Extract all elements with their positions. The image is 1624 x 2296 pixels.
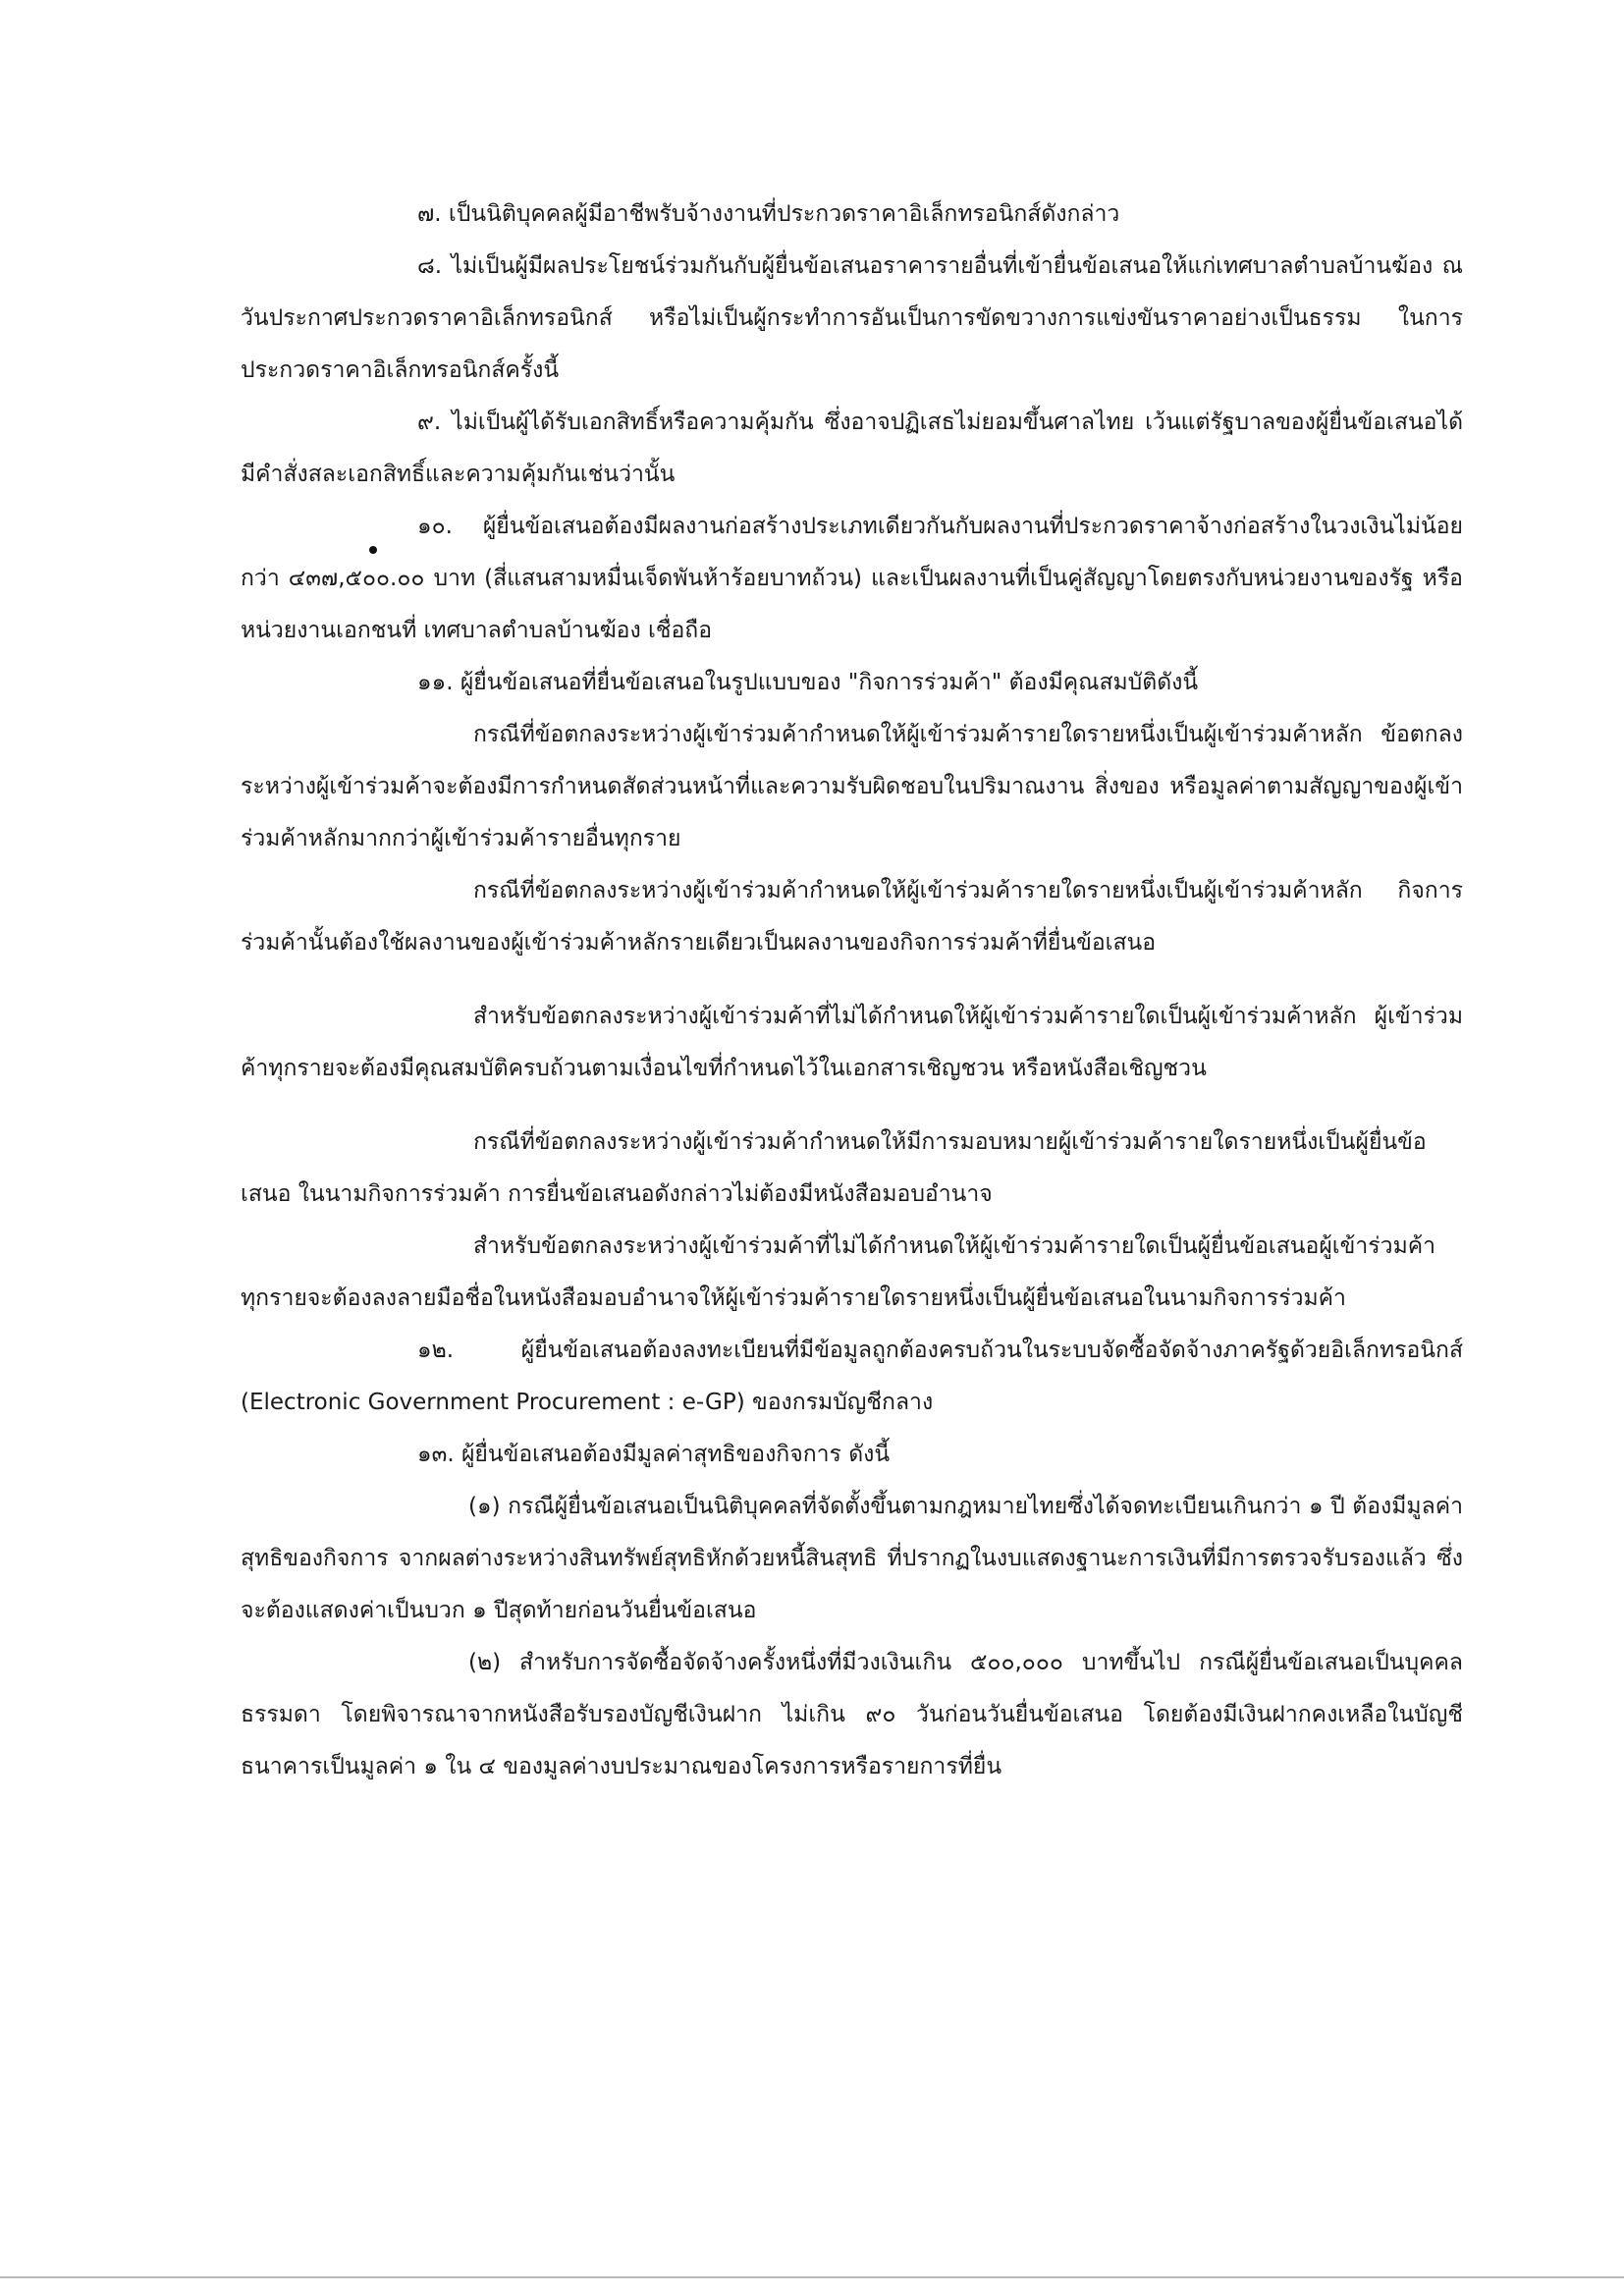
bullet-mark — [369, 546, 377, 554]
clause-8: ๘. ไม่เป็นผู้มีผลประโยชน์ร่วมกันกับผู้ยื่นข้อเสนอราคารายอื่นที่เข้ายื่นข้อเสนอให้แก่เทศบาลตำบลบ้านฆ้อง ณ วันประกาศประกวดราคาอิเล็กทรอนิกส์ หรือไม่เป็นผู้กระทำการอันเป็นการขัดขวางการแข่งขันราคาอย่างเป็นธรรม ในการประกวดราคาอิเล็กทรอนิกส์ครั้งนี้ — [241, 253, 1463, 383]
clause-13-1: (๑) กรณีผู้ยื่นข้อเสนอเป็นนิติบุคคลที่จัดตั้งขึ้นตามกฎหมายไทยซึ่งได้จดทะเบียนเกินกว่า ๑ ปี ต้องมีมูลค่าสุทธิของกิจการ จากผลต่างระหว่างสินทรัพย์สุทธิหักด้วยหนี้สินสุทธิ ที่ปรากฏในงบแสดงฐานะการเงินที่มีการตรวจรับรองแล้ว ซึ่งจะต้องแสดงค่าเป็นบวก ๑ ปีสุดท้ายก่อนวันยื่นข้อเสนอ — [241, 1494, 1463, 1623]
clause-11: ๑๑. ผู้ยื่นข้อเสนอที่ยื่นข้อเสนอในรูปแบบของ "กิจการร่วมค้า" ต้องมีคุณสมบัติดังนี้ — [417, 670, 1199, 695]
scan-edge-line — [0, 2276, 1624, 2278]
clause-7: ๗. เป็นนิติบุคคลผู้มีอาชีพรับจ้างงานที่ประกวดราคาอิเล็กทรอนิกส์ดังกล่าว — [417, 201, 1120, 227]
joint-venture-power-of-attorney-clause: สำหรับข้อตกลงระหว่างผู้เข้าร่วมค้าที่ไม่ได้กำหนดให้ผู้เข้าร่วมค้ารายใดเป็นผู้ยื่นข้อเสนอผู้เข้าร่วมค้าทุกรายจะต้องลงลายมือชื่อในหนังสือมอบอำนาจให้ผู้เข้าร่วมค้ารายใดรายหนึ่งเป็นผู้ยื่นข้อเสนอในนามกิจการร่วมค้า — [241, 1233, 1436, 1311]
clause-9: ๙. ไม่เป็นผู้ได้รับเอกสิทธิ์หรือความคุ้มกัน ซึ่งอาจปฏิเสธไม่ยอมขึ้นศาลไทย เว้นแต่รัฐบาลของผู้ยื่นข้อเสนอได้มีคำสั่งสละเอกสิทธิ์และความคุ้มกันเช่นว่านั้น — [241, 410, 1463, 487]
document-body — [241, 189, 1463, 1793]
clause-13-2: (๒) สำหรับการจัดซื้อจัดจ้างครั้งหนึ่งที่มีวงเงินเกิน ๕๐๐,๐๐๐ บาทขึ้นไป กรณีผู้ยื่นข้อเสนอเป็นบุคคลธรรมดา โดยพิจารณาจากหนังสือรับรองบัญชีเงินฝาก ไม่เกิน ๙๐ วันก่อนวันยื่นข้อเสนอ โดยต้องมีเงินฝากคงเหลือในบัญชีธนาคารเป็นมูลค่า ๑ ใน ๔ ของมูลค่างบประมาณของโครงการหรือรายการที่ยื่น — [241, 1650, 1463, 1779]
joint-venture-delegation-clause: กรณีที่ข้อตกลงระหว่างผู้เข้าร่วมค้ากำหนดให้มีการมอบหมายผู้เข้าร่วมค้ารายใดรายหนึ่งเป็นผู้ยื่นข้อเสนอ ในนามกิจการร่วมค้า การยื่นข้อเสนอดังกล่าวไม่ต้องมีหนังสือมอบอำนาจ — [241, 1129, 1427, 1207]
joint-venture-no-lead-clause: สำหรับข้อตกลงระหว่างผู้เข้าร่วมค้าที่ไม่ได้กำหนดให้ผู้เข้าร่วมค้ารายใดเป็นผู้เข้าร่วมค้าหลัก ผู้เข้าร่วมค้าทุกรายจะต้องมีคุณสมบัติครบถ้วนตามเงื่อนไขที่กำหนดไว้ในเอกสารเชิญชวน หรือหนังสือเชิญชวน — [241, 1004, 1463, 1081]
clause-13: ๑๓. ผู้ยื่นข้อเสนอต้องมีมูลค่าสุทธิของกิจการ ดังนี้ — [417, 1442, 891, 1467]
clause-12: ๑๒. ผู้ยื่นข้อเสนอต้องลงทะเบียนที่มีข้อมูลถูกต้องครบถ้วนในระบบจัดซื้อจัดจ้างภาครัฐด้วยอิเล็กทรอนิกส์ (Electronic Government Procurement : e-GP) ของกรมบัญชีกลาง — [241, 1338, 1463, 1415]
joint-venture-lead-partner-works-clause: กรณีที่ข้อตกลงระหว่างผู้เข้าร่วมค้ากำหนดให้ผู้เข้าร่วมค้ารายใดรายหนึ่งเป็นผู้เข้าร่วมค้าหลัก กิจการร่วมค้านั้นต้องใช้ผลงานของผู้เข้าร่วมค้าหลักรายเดียวเป็นผลงานของกิจการร่วมค้าที่ยื่นข้อเสนอ — [241, 878, 1463, 956]
clause-10: ๑๐. ผู้ยื่นข้อเสนอต้องมีผลงานก่อสร้างประเภทเดียวกันกับผลงานที่ประกวดราคาจ้างก่อสร้างในวงเงินไม่น้อยกว่า ๔๓๗,๕๐๐.๐๐ บาท (สี่แสนสามหมื่นเจ็ดพันห้าร้อยบาทถ้วน) และเป็นผลงานที่เป็นคู่สัญญาโดยตรงกับหน่วยงานของรัฐ หรือหน่วยงานเอกชนที่ เทศบาลตำบลบ้านฆ้อง เชื่อถือ — [241, 514, 1463, 643]
joint-venture-lead-partner-clause: กรณีที่ข้อตกลงระหว่างผู้เข้าร่วมค้ากำหนดให้ผู้เข้าร่วมค้ารายใดรายหนึ่งเป็นผู้เข้าร่วมค้าหลัก ข้อตกลงระหว่างผู้เข้าร่วมค้าจะต้องมีการกำหนดสัดส่วนหน้าที่และความรับผิดชอบในปริมาณงาน สิ่งของ หรือมูลค่าตามสัญญาของผู้เข้าร่วมค้าหลักมากกว่าผู้เข้าร่วมค้ารายอื่นทุกราย — [241, 722, 1463, 851]
